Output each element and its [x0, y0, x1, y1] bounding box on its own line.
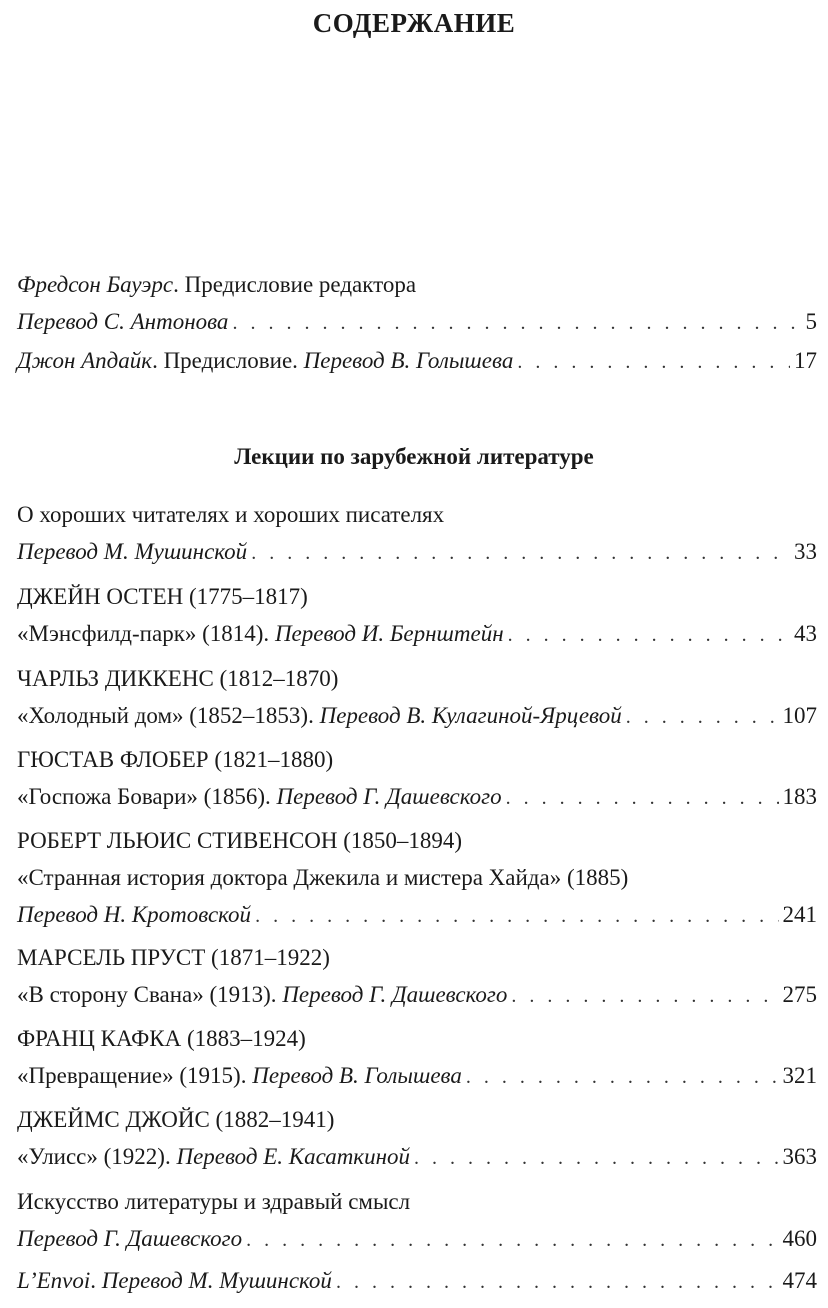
toc-page-number: 17	[794, 348, 817, 373]
toc-page-number: 275	[782, 982, 817, 1007]
toc-entry-heading: ГЮСТАВ ФЛОБЕР (1821–1880)	[17, 747, 334, 772]
toc-entry-heading: ФРАНЦ КАФКА (1883–1924)	[17, 1026, 306, 1051]
toc-entry	[17, 496, 817, 570]
toc-work-title: «В сторону Свана» (1913).	[17, 982, 283, 1007]
toc-page-number: 241	[782, 902, 817, 927]
toc-translator: Перевод Г. Дашевского	[282, 982, 508, 1007]
toc-separator: .	[90, 1268, 102, 1293]
dot-leader	[626, 699, 779, 736]
dot-leader	[517, 344, 790, 381]
toc-work-title: «Улисс» (1922).	[17, 1144, 177, 1169]
toc-entry-heading	[17, 266, 817, 303]
toc-entry	[17, 1101, 817, 1175]
dot-leader	[414, 1140, 779, 1177]
toc-entry	[17, 939, 817, 1013]
toc-entry-leader-line[interactable]	[17, 533, 817, 570]
toc-entry-heading: ДЖЕЙМС ДЖОЙС (1882–1941)	[17, 1107, 335, 1132]
toc-translator: Перевод В. Кулагиной-Ярцевой	[319, 703, 622, 728]
toc-translator: Перевод Г. Дашевского	[276, 784, 502, 809]
dot-leader	[508, 617, 790, 654]
toc-entry	[17, 1020, 817, 1094]
toc-translator: Перевод В. Голышева	[252, 1063, 462, 1088]
toc-title: . Предисловие.	[152, 348, 304, 373]
toc-entry-heading: РОБЕРТ ЛЬЮИС СТИВЕНСОН (1850–1894)	[17, 828, 463, 853]
toc-entry-leader-line[interactable]	[17, 697, 817, 734]
toc-page-number: 5	[805, 309, 817, 334]
dot-leader	[336, 1264, 779, 1301]
toc-entry-preface	[17, 342, 817, 379]
dot-leader	[255, 898, 778, 935]
toc-entry-leader-line[interactable]	[17, 1262, 817, 1299]
toc-entry-lenvoi	[17, 1262, 817, 1299]
toc-translator: Перевод Е. Касаткиной	[176, 1144, 410, 1169]
section-heading: Лекции по зарубежной литературе	[234, 444, 594, 469]
toc-translator: Перевод М. Мушинской	[17, 539, 248, 564]
toc-entry	[17, 741, 817, 815]
toc-page-number: 474	[782, 1268, 817, 1293]
toc-entry-leader-line[interactable]	[17, 1220, 817, 1257]
toc-page-number: 43	[794, 621, 817, 646]
toc-author: Фредсон Бауэрс	[17, 272, 174, 297]
toc-work-title: «Госпожа Бовари» (1856).	[17, 784, 277, 809]
toc-title: L’Envoi	[17, 1268, 91, 1293]
toc-entry	[17, 822, 817, 933]
toc-work-title: «Холодный дом» (1852–1853).	[17, 703, 320, 728]
toc-page-number: 460	[782, 1226, 817, 1251]
toc-work-title: «Странная история доктора Джекила и мистера Хайда» (1885)	[17, 865, 629, 890]
toc-page-number: 183	[782, 784, 817, 809]
toc-translator: Перевод Н. Кротовской	[17, 902, 252, 927]
toc-entry-leader-line[interactable]	[17, 342, 817, 379]
toc-entry-leader-line[interactable]	[17, 615, 817, 652]
toc-work-title: «Превращение» (1915).	[17, 1063, 253, 1088]
dot-leader	[232, 305, 801, 342]
dot-leader	[466, 1059, 779, 1096]
toc-entry-heading: О хороших читателях и хороших писателях	[17, 502, 445, 527]
toc-entry-leader-line[interactable]	[17, 303, 817, 340]
toc-entry-heading: ДЖЕЙН ОСТЕН (1775–1817)	[17, 584, 308, 609]
toc-page-number: 321	[782, 1063, 817, 1088]
toc-translator: Перевод Г. Дашевского	[17, 1226, 243, 1251]
toc-page-number: 107	[782, 703, 817, 728]
dot-leader	[511, 978, 778, 1015]
toc-entry-leader-line[interactable]	[17, 778, 817, 815]
toc-entry-heading: Искусство литературы и здравый смысл	[17, 1189, 411, 1214]
page-title: СОДЕРЖАНИЕ	[312, 8, 516, 38]
toc-entry-leader-line[interactable]	[17, 976, 817, 1013]
toc-title: . Предисловие редактора	[173, 272, 417, 297]
dot-leader	[251, 535, 790, 572]
toc-page-number: 33	[794, 539, 817, 564]
toc-translator: Перевод И. Бернштейн	[274, 621, 504, 646]
toc-entry-editor-preface	[17, 266, 817, 340]
toc-entry	[17, 578, 817, 652]
toc-entry	[17, 660, 817, 734]
toc-author: Джон Апдайк	[17, 348, 153, 373]
toc-work-title: «Мэнсфилд-парк» (1814).	[17, 621, 275, 646]
toc-translator: Перевод В. Голышева	[303, 348, 514, 373]
toc-entry	[17, 1183, 817, 1257]
dot-leader	[506, 780, 779, 817]
toc-entry-leader-line[interactable]	[17, 1057, 817, 1094]
toc-page-number: 363	[782, 1144, 817, 1169]
dot-leader	[246, 1222, 778, 1259]
toc-entry-heading: МАРСЕЛЬ ПРУСТ (1871–1922)	[17, 945, 330, 970]
toc-translator: Перевод С. Антонова	[17, 309, 229, 334]
toc-entry-heading: ЧАРЛЬЗ ДИККЕНС (1812–1870)	[17, 666, 339, 691]
toc-entry-leader-line[interactable]	[17, 1138, 817, 1175]
toc-entry-leader-line[interactable]	[17, 896, 817, 933]
toc-translator: Перевод М. Мушинской	[101, 1268, 332, 1293]
